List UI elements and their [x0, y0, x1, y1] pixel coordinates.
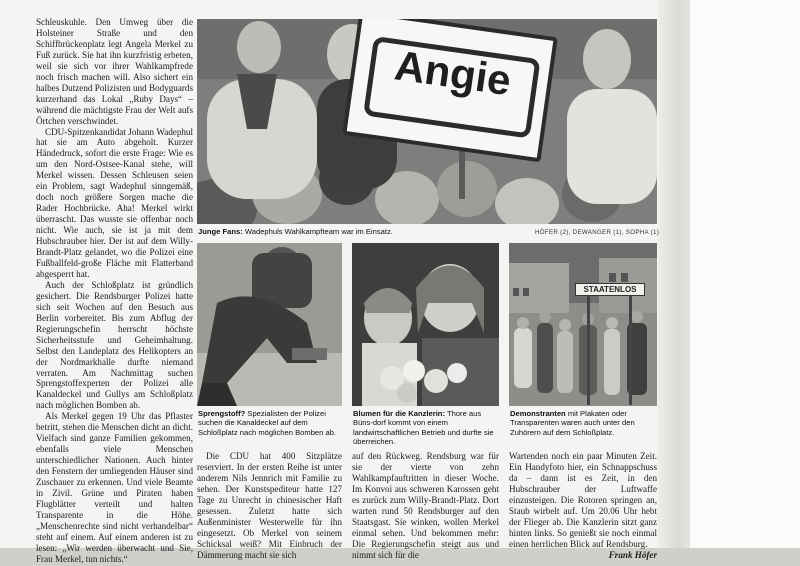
caption-lead: Junge Fans: — [198, 227, 243, 236]
caption-lead: Sprengstoff? — [198, 409, 246, 418]
police-search-photo — [197, 243, 342, 406]
caption-text: Spezialisten der Polizei suchen die Kanaldeckel auf dem Schloßplatz nach möglichen Bomben ab. — [198, 409, 337, 437]
top-photo-caption — [198, 227, 498, 236]
article-paragraph: Schleuskuhle. Den Umweg über die Holsteiner Straße und den Schiffbrückenplatz legt Angela Merkel zu Fuß zurück. Sie hat ihn kurzfristig erbeten, weil sie sich vor ihrer Wahlkampfrede noch frisch machen will. Also sichert ein halbes Dutzend Polizisten und Bodyguards kurzerhand das Lokal „Ruby Days“ – während die mächtigste Frau der Welt aufs Örtchen verschwindet. — [36, 17, 193, 126]
police-photo-caption — [198, 409, 343, 437]
article-bottom-column-2 — [352, 451, 499, 561]
protest-banner: STAATENLOS — [575, 283, 645, 296]
caption-lead: Blumen für die Kanzlerin: — [353, 409, 445, 418]
author-byline: Frank Höfer — [608, 549, 657, 560]
article-paragraph: CDU-Spitzenkandidat Johann Wadephul hat sie am Auto abgeholt. Kurzer Händedruck, sofort die erste Frage: Wie es um den Nord-Ostsee-Kanal stehe, will Merkel wissen. Dessen Schleusen seien ein Problem, sagt Wadephul sinngemäß, doch noch größere Sorgen mache die Rader Hochbrücke. Aha! Merkel wirkt überrascht. Das wusste sie offenbar noch nicht. Wie auch, sie ist ja mit dem Hubschrauber hier. Der ist auf dem Willy-Brandt-Platz gelandet, wo die Polizei eine Fußballfeld-große Fläche mit Flatterband abgesperrt hat. — [36, 126, 193, 279]
page-margin — [690, 0, 800, 566]
article-left-column — [36, 17, 193, 565]
caption-lead: Demonstranten — [510, 409, 566, 418]
article-bottom-column-3 — [509, 451, 657, 561]
page-fold-shadow — [658, 0, 692, 566]
demonstrators-photo-caption — [510, 409, 658, 437]
caption-text: Wadephuls Wahlkampfteam war im Einsatz. — [244, 227, 393, 236]
article-paragraph: auf den Rückweg. Rendsburg war für sie der vierte von zehn Wahlkampfauftritten in dieser Woche. Im Konvoi aus schweren Karossen geht es zurück zum Willy-Brandt-Platz. Dort warten rund 50 Rendsburger auf den Staatsgast. Sie winken, wollen Merkel einmal sehen. Und bekommen mehr: Die Regierungschefin steigt aus und nimmt sich für die — [352, 451, 499, 560]
demonstrators-photo — [509, 243, 657, 406]
caption-text: Thore aus Büns-dorf kommt von einem landwirtschaftlichen Betrieb und durfte sie überreichen. — [353, 409, 494, 447]
article-paragraph: Auch der Schloßplatz ist gründlich gesichert. Die Rendsburger Polizei hatte sich seit Wochen auf den Besuch aus Berlin vorbereitet. Bis zum Abflug der Regierungschefin herrscht höchste Sicherheitsstufe und Geheimhaltung. Selbst den Landeplatz des Helikopters an der Nordmarkhalle durfte niemand verraten. Am Nachmittag suchen Sprengstoffexperten der Polizei alle Kanaldeckel und Gullys am Schloßplatz nach möglichen Bomben ab. — [36, 279, 193, 411]
flowers-photo — [352, 243, 499, 406]
top-photo — [197, 19, 657, 224]
flowers-photo-caption — [353, 409, 501, 447]
photo-credit: HÖFER (2), DEWANGER (1), SOPHA (1) — [535, 229, 660, 236]
article-paragraph: Wartenden noch ein paar Minuten Zeit. Ein Handyfoto hier, ein Schnappschuss da – dann ist es Zeit, in den Hubschrauber der Luftwaffe einzusteigen. Die Rotoren springen an, Staub wirbelt auf. Um 20.06 Uhr hebt der Flieger ab. Die Kanzlerin sitzt ganz hinten links. So genießt sie noch einmal einen herrlichen Blick auf Rendsburg. — [509, 451, 657, 549]
article-paragraph: Als Merkel gegen 19 Uhr das Pflaster betritt, stehen die Menschen dicht an dicht. Vielfach sind ganze Familien gekommen, ebenfalls viele Menschen unterschiedlicher Nationen. Auch hinter den Fenstern der umliegenden Häuser sind Zuschauer zu erkennen. Und viele Beamte in Zivil. Grüne und Piraten haben Flugblätter verteilt und halten Transparente in die Höhe. „Menschenrechte sind nicht verhandelbar“ steht auf einem. Auf einem anderen ist zu lesen: „Wir werden überwacht und Sie, Frau Merkel, tun nichts.“ — [36, 411, 193, 564]
caption-text: mit Plakaten oder Transparenten waren auch unter den Zuhörern auf dem Schloßplatz. — [510, 409, 635, 437]
article-paragraph: Die CDU hat 400 Sitzplätze reserviert. In der ersten Reihe ist unter anderem Nils Jennrich mit Familie zu sehen. Der Kunstspediteur hatte 127 Tage zu Unrecht in chinesischer Haft gesessen. Zuletzt hatte sich Außenminister Westerwelle für ihn eingesetzt. Ob Merkel von seinem Schicksal weiß? Mit Einbruch der Dämmerung macht sie sich — [197, 451, 342, 560]
sign-text: Angie — [391, 41, 514, 105]
article-bottom-column-1 — [197, 451, 342, 561]
